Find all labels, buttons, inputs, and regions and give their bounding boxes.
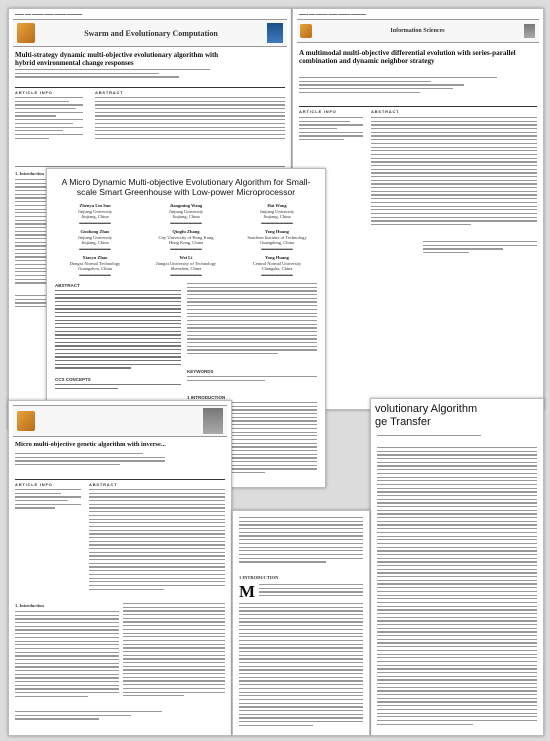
article-info-heading: ARTICLE INFO — [15, 90, 53, 95]
article-info-heading: ARTICLE INFO — [15, 482, 53, 487]
keywords-lines — [187, 376, 317, 390]
ccs-heading: CCS CONCEPTS — [55, 377, 91, 382]
journal-cover-icon — [203, 408, 223, 434]
author-location: Shenzhen, China — [170, 266, 202, 272]
author-location: Jinjiang, China — [263, 214, 291, 220]
article-info-lines — [15, 489, 81, 531]
journal-banner — [297, 19, 539, 43]
paper-page-infosci[interactable] — [292, 8, 544, 410]
intro-column-left — [15, 611, 119, 707]
right-column-lines — [187, 283, 317, 363]
abstract-heading: ABSTRACT — [89, 482, 118, 487]
journal-banner — [13, 19, 287, 47]
abstract-lines — [55, 290, 181, 374]
author-location: Guangzhou, China — [78, 266, 112, 272]
author-location: Guangdong, China — [260, 240, 294, 246]
page-header-meta: ▬▬▬ ▬▬ ▬▬▬▬ ▬▬▬ ▬▬▬▬ ▬▬▬▬▬ — [299, 12, 367, 16]
author-name: Xiaoyu Zhao — [82, 255, 108, 260]
ccs-lines — [55, 384, 181, 392]
author-name: Guohong Zhao — [80, 229, 110, 234]
elsevier-logo-icon — [17, 23, 35, 43]
author-9: Yong Huang Central Normal University Changsha, China ▬▬▬▬▬▬▬ — [233, 255, 321, 277]
author-6: Yong Huang Southern Institute of Technology Guangdong, China ▬▬▬▬▬▬▬ — [233, 229, 321, 251]
article-info-lines — [15, 97, 83, 157]
journal-title: Swarm and Evolutionary Computation — [84, 28, 218, 38]
paper-title: Micro multi-objective genetic algorithm with inverse... — [15, 441, 166, 448]
authors-lines — [299, 77, 519, 103]
author-location: Jinjiang, China — [172, 214, 200, 220]
author-affiliation: Dongxi Normal Technology — [69, 260, 121, 266]
author-affiliation: Southern Institute of Technology — [247, 234, 307, 240]
paper-page-micro[interactable] — [8, 400, 232, 736]
intro-heading: 1 INTRODUCTION — [187, 395, 226, 400]
paper-title-line-2: ge Transfer — [375, 416, 431, 428]
abstract-heading: ABSTRACT — [55, 283, 80, 288]
author-1: Zhenyu Lin Sun Jinjiang University Jinjiang, China ▬▬▬▬▬▬▬ — [51, 203, 139, 225]
author-name: Yong Huang — [265, 255, 289, 260]
dropcap-lines — [259, 584, 363, 600]
abstract-lines — [95, 97, 285, 159]
author-5: Qingfu Zhang City University of Hong Kong Hong Kong, China ▬▬▬▬▬▬▬ — [142, 229, 230, 251]
author-affiliation: Jiangxi University of Technology — [155, 260, 217, 266]
article-info-heading: ARTICLE INFO — [299, 109, 337, 114]
keywords-lines — [423, 241, 537, 265]
journal-cover-icon — [524, 24, 535, 38]
dropcap-letter: M — [239, 582, 256, 601]
paper-title — [375, 403, 543, 429]
abstract-heading: ABSTRACT — [95, 90, 124, 95]
abstract-heading: ABSTRACT — [371, 109, 400, 114]
author-8: Wei Li Jiangxi University of Technology Shenzhen, China ▬▬▬▬▬▬▬ — [142, 255, 230, 277]
paper-title-line-1: volutionary Algorithm — [375, 403, 478, 415]
author-name: Hai Wang — [267, 203, 287, 208]
top-lines — [239, 517, 363, 571]
paper-title: A Micro Dynamic Multi-objective Evolutionary Algorithm for Small-scale Smart Greenhouse with Low-power Microprocessor — [61, 177, 311, 197]
author-affiliation: Central Normal University — [252, 260, 302, 266]
authors-lines — [15, 453, 165, 475]
intro-heading: 1. Introduction — [15, 603, 44, 608]
paper-page-intro[interactable] — [232, 510, 370, 736]
author-location: Jinjiang, China — [81, 240, 109, 246]
author-2: Jiangming Wang Jinjiang University Jinjiang, China ▬▬▬▬▬▬▬ — [142, 203, 230, 225]
journal-title: Information Sciences — [390, 28, 445, 34]
page-header-meta: ▬▬▬ ▬▬ ▬▬▬▬ ▬▬▬ ▬▬▬▬ ▬▬▬▬▬ — [15, 12, 83, 16]
author-location: Hong Kong, China — [168, 240, 204, 246]
article-info-lines — [299, 117, 363, 157]
author-location: Jinjiang, China — [81, 214, 109, 220]
keywords-heading: KEYWORDS — [187, 369, 214, 374]
body-lines — [377, 447, 537, 731]
author-affiliation: Jinjiang University — [168, 208, 204, 214]
author-name: Zhenyu Lin Sun — [79, 203, 111, 208]
authors-lines — [15, 69, 220, 83]
paper-page-transfer[interactable] — [370, 398, 544, 736]
authors-lines — [377, 435, 507, 443]
author-7: Xiaoyu Zhao Dongxi Normal Technology Guangzhou, China ▬▬▬▬▬▬▬ — [51, 255, 139, 277]
author-name: Wei Li — [179, 255, 193, 260]
journal-banner — [13, 405, 227, 437]
author-4: Guohong Zhao Jinjiang University Jinjiang, China ▬▬▬▬▬▬▬ — [51, 229, 139, 251]
paper-title: A multimodal multi-objective differential evolution with series-parallel combination and dynamic neighbor strategy — [299, 49, 516, 66]
author-name: Qingfu Zhang — [172, 229, 200, 234]
author-affiliation: City University of Hong Kong — [158, 234, 214, 240]
author-name: Jiangming Wang — [169, 203, 203, 208]
abstract-lines — [89, 489, 225, 599]
intro-heading: 1 INTRODUCTION — [239, 575, 279, 580]
footnote-lines — [15, 711, 225, 729]
abstract-lines — [371, 117, 537, 237]
author-3: Hai Wang Jinjiang University Jinjiang, China ▬▬▬▬▬▬▬ — [233, 203, 321, 225]
author-name: Yong Huang — [265, 229, 289, 234]
author-affiliation: Jinjiang University — [259, 208, 295, 214]
journal-cover-icon — [267, 23, 283, 43]
author-affiliation: Jinjiang University — [77, 208, 113, 214]
elsevier-logo-icon — [300, 24, 312, 38]
paper-title: Multi-strategy dynamic multi-objective evolutionary algorithm with hybrid environmental change responses — [15, 51, 219, 68]
author-affiliation: Jinjiang University — [77, 234, 113, 240]
intro-lines — [239, 603, 363, 731]
elsevier-logo-icon — [17, 411, 35, 431]
intro-heading: 1. Introduction — [15, 171, 44, 176]
intro-column-right — [123, 603, 225, 707]
author-location: Changsha, China — [261, 266, 293, 272]
